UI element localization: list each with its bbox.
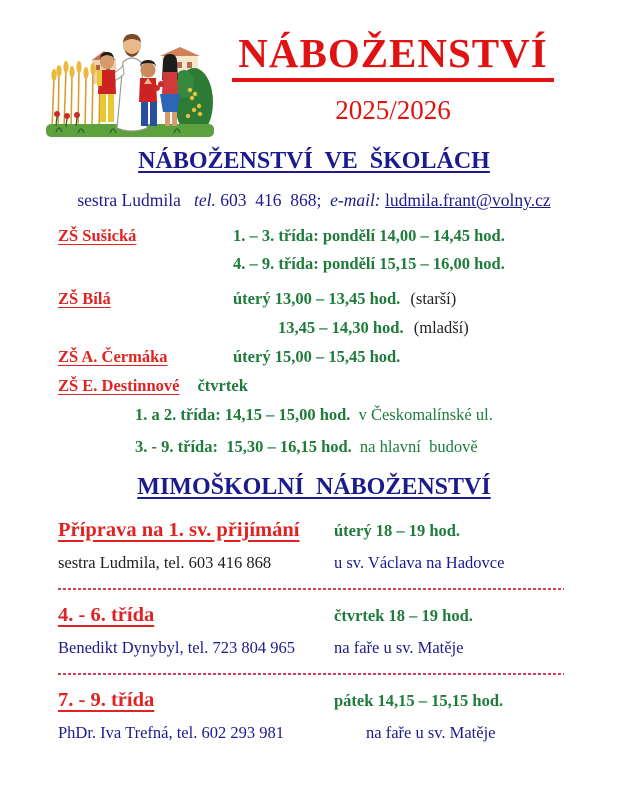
- afterschool-entries: [58, 519, 570, 743]
- school-year: 2025/2026: [335, 95, 451, 126]
- entry-time: úterý 18 – 19 hod.: [334, 520, 461, 540]
- email-label: e-mail:: [330, 190, 381, 210]
- email-link[interactable]: ludmila.frant@volny.cz: [385, 190, 551, 210]
- tel-label: tel.: [193, 190, 216, 210]
- entry-grades-4-6: [58, 604, 570, 658]
- schedule-time: 1. – 3. třída: pondělí 14,00 – 14,45 hod.: [233, 226, 505, 245]
- school-name: ZŠ A. Čermáka: [58, 346, 168, 366]
- entry-time: čtvrtek 18 – 19 hod.: [334, 605, 473, 625]
- schedule-note: (mladší): [413, 317, 469, 337]
- school-row-destinnove: [58, 375, 570, 397]
- schedule-time: úterý 13,00 – 13,45 hod.: [233, 288, 401, 308]
- dashed-separator: [58, 673, 564, 675]
- dashed-separator: [58, 588, 564, 590]
- contact-name: sestra Ludmila: [77, 190, 181, 210]
- entry-time: pátek 14,15 – 15,15 hod.: [334, 690, 504, 710]
- schedule-note: (starší): [410, 288, 457, 308]
- schedule-time: úterý 15,00 – 15,45 hod.: [233, 346, 401, 366]
- entry-contact: Benedikt Dynybyl, tel. 723 804 965: [58, 637, 295, 657]
- child-right: [154, 54, 180, 126]
- main-contact-line: [58, 190, 570, 211]
- jesus-with-children-icon: [44, 20, 216, 140]
- title-block: [216, 20, 570, 126]
- school-row-susicka: [58, 225, 570, 281]
- header: [58, 20, 570, 140]
- schedule-time: 13,45 – 14,30 hod.: [278, 317, 404, 337]
- schedule-place: v Českomalínské ul.: [358, 404, 493, 424]
- jesus-with-children-illustration: [44, 20, 216, 140]
- school-schedule-list: [58, 225, 570, 458]
- school-name: ZŠ Bílá: [58, 288, 111, 308]
- entry-contact: sestra Ludmila, tel. 603 416 868: [58, 552, 272, 572]
- detail-line: [135, 436, 570, 457]
- entry-title: 7. - 9. třída: [58, 688, 155, 711]
- entry-place: na faře u sv. Matěje: [366, 722, 496, 742]
- entry-title: 4. - 6. třída: [58, 603, 155, 626]
- schedule-time: čtvrtek: [197, 375, 248, 395]
- schedule-time: 3. - 9. třída: 15,30 – 16,15 hod.: [135, 437, 352, 457]
- entry-place: u sv. Václava na Hadovce: [334, 552, 505, 572]
- entry-title: Příprava na 1. sv. přijímání: [58, 518, 300, 541]
- schedule-time: 1. a 2. třída: 14,15 – 15,00 hod.: [135, 404, 351, 424]
- tel-number: 603 416 868;: [220, 190, 322, 210]
- entry-place: na faře u sv. Matěje: [334, 637, 464, 657]
- school-row-cermaka: [58, 346, 570, 368]
- schools-section-heading: NÁBOŽENSTVÍ VE ŠKOLÁCH: [138, 148, 490, 174]
- child-middle: [139, 60, 157, 126]
- entry-first-communion: [58, 519, 570, 573]
- school-row-bila: [58, 288, 570, 310]
- schedule-time: 4. – 9. třída: pondělí 15,15 – 16,00 hod.: [233, 253, 505, 273]
- afterschool-section-heading: MIMOŠKOLNÍ NÁBOŽENSTVÍ: [137, 473, 491, 500]
- school-name: ZŠ Sušická: [58, 226, 137, 245]
- detail-line: [135, 404, 570, 425]
- destinnove-details: [135, 404, 570, 458]
- school-row-bila-2: [58, 317, 570, 339]
- school-name: ZŠ E. Destinnové: [58, 375, 180, 395]
- entry-contact: PhDr. Iva Trefná, tel. 602 293 981: [58, 722, 284, 742]
- page-title: NÁBOŽENSTVÍ: [232, 32, 553, 82]
- entry-grades-7-9: [58, 689, 570, 743]
- schedule-place: na hlavní budově: [359, 437, 478, 457]
